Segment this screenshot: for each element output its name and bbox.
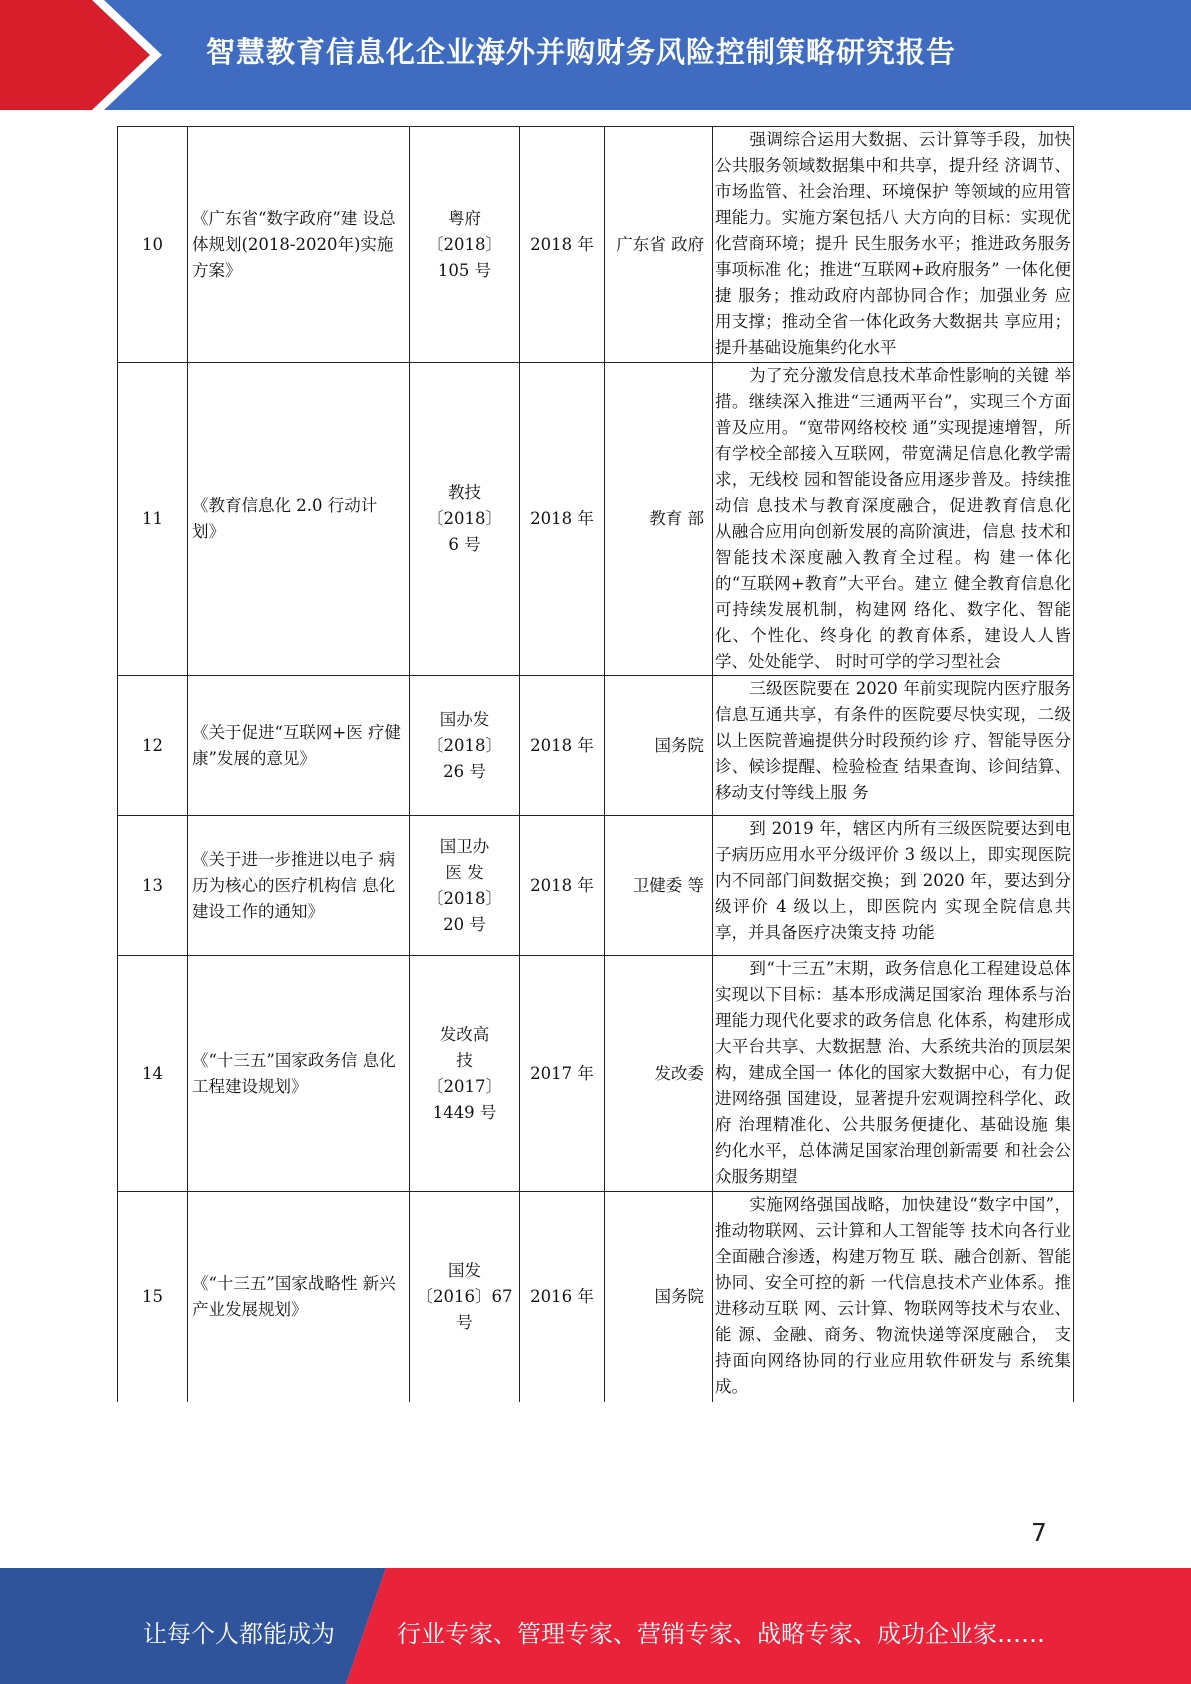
issuing-organization: 发改委	[605, 956, 713, 1192]
page-footer	[0, 1568, 1191, 1684]
document-number-line: 105 号	[437, 260, 492, 280]
document-number-line: 1449 号	[432, 1102, 497, 1122]
document-number	[410, 956, 520, 1192]
policy-content	[713, 676, 1074, 816]
document-number-line: 〔2017〕	[427, 1076, 502, 1096]
policy-content-text: 到“十三五”末期，政务信息化工程建设总体实现以下目标：基本形成满足国家治 理体系与治理能力现代化要求的政务信息 化体系，构建形成大平台共享、大数据慧 治、大系统共治的顶层架构，建成全国一 体化的国家大数据中心，有力促进网络强 国建设，显著提升宏观调控科学化、政府 治理精准化、公共服务便捷化、基础设施 集约化水平，总体满足国家治理创新需要 和社会公众服务期望	[715, 959, 1071, 1186]
footer-slogan-left: 让每个人都能成为	[143, 1620, 335, 1648]
row-number: 12	[118, 676, 188, 816]
table-row	[118, 956, 1074, 1192]
document-number-line: 粤府	[448, 208, 481, 228]
row-number: 13	[118, 816, 188, 956]
table-row	[118, 127, 1074, 363]
issuing-organization: 国务院	[605, 676, 713, 816]
document-number-line: 〔2018〕	[427, 509, 502, 528]
document-number-line: 号	[456, 1312, 473, 1332]
policy-content	[713, 127, 1074, 363]
document-number-line: 〔2018〕	[427, 888, 502, 908]
document-number-line: 〔2018〕	[427, 735, 502, 755]
footer-slogan-right: 行业专家、管理专家、营销专家、战略专家、成功企业家……	[397, 1620, 1045, 1648]
document-number-line: 26 号	[443, 761, 486, 781]
document-number	[410, 816, 520, 956]
document-number	[410, 127, 520, 363]
document-number	[410, 1192, 520, 1402]
table-row	[118, 1192, 1074, 1402]
row-number: 10	[118, 127, 188, 363]
document-number-line: 国办发	[439, 709, 490, 729]
document-number-line: 技	[456, 1050, 473, 1070]
row-number: 14	[118, 956, 188, 1192]
document-name: 《关于进一步推进以电子 病历为核心的医疗机构信 息化建设工作的通知》	[188, 816, 410, 956]
document-number-line: 教技	[448, 483, 481, 502]
document-number-line: 发改高	[439, 1024, 490, 1044]
policy-content-text: 到 2019 年，辖区内所有三级医院要达到电 子病历应用水平分级评价 3 级以上，即实现医院内不同部门间数据交换；到 2020 年，要达到分级评价 4 级以上，即医院内 实现全院信息共享，并具备医疗决策支持 功能	[715, 819, 1071, 942]
policy-content	[713, 363, 1074, 676]
issue-year: 2018 年	[520, 676, 605, 816]
issuing-organization: 卫健委 等	[605, 816, 713, 956]
policy-content	[713, 956, 1074, 1192]
row-number: 15	[118, 1192, 188, 1402]
issuing-organization: 广东省 政府	[605, 127, 713, 363]
issue-year: 2018 年	[520, 363, 605, 676]
document-name: 《教育信息化 2.0 行动计 划》	[188, 363, 410, 676]
document-name: 《关于促进“互联网+医 疗健康”发展的意见》	[188, 676, 410, 816]
document-name: 《广东省“数字政府”建 设总体规划(2018-2020年)实施方案》	[188, 127, 410, 363]
document-number-line: 〔2018〕	[427, 234, 502, 254]
policy-content	[713, 816, 1074, 956]
document-number-line: 国卫办	[439, 836, 490, 856]
issue-year: 2017 年	[520, 956, 605, 1192]
table-row	[118, 363, 1074, 676]
document-name: 《“十三五”国家政务信 息化工程建设规划》	[188, 956, 410, 1192]
document-number	[410, 363, 520, 676]
issuing-organization: 教育 部	[605, 363, 713, 676]
policy-content	[713, 1192, 1074, 1402]
page-number: 7	[1031, 1518, 1047, 1547]
issue-year: 2016 年	[520, 1192, 605, 1402]
page-header	[0, 0, 1191, 110]
document-number-line: 6 号	[448, 535, 481, 554]
document-number-line: 20 号	[443, 914, 486, 934]
document-number-line: 〔2016〕67	[416, 1286, 513, 1306]
policy-content-text: 为了充分激发信息技术革命性影响的关键 举措。继续深入推进“三通两平台”，实现三个方面普及应用。“宽带网络校校 通”实现提速增智，所有学校全部接入互联网，带宽满足信息化教学需求，无线校 园和智能设备应用逐步普及。持续推动信 息技术与教育深度融合，促进教育信息化 从融合应用向创新发展的高阶演进，信息 技术和智能技术深度融入教育全过程。构 建一体化的“互联网+教育”大平台。建立 健全教育信息化可持续发展机制，构建网 络化、数字化、智能化、个性化、终身化 的教育体系，建设人人皆学、处处能学、 时时可学的学习型社会	[715, 366, 1071, 671]
document-number	[410, 676, 520, 816]
document-name: 《“十三五”国家战略性 新兴产业发展规划》	[188, 1192, 410, 1402]
table-row	[118, 676, 1074, 816]
policy-content-text: 三级医院要在 2020 年前实现院内医疗服务 信息互通共享，有条件的医院要尽快实现，二级以上医院普遍提供分时段预约诊 疗、智能导医分诊、候诊提醒、检验检查 结果查询、诊间结算、移动支付等线上服 务	[715, 679, 1071, 802]
issue-year: 2018 年	[520, 127, 605, 363]
document-number-line: 国发	[448, 1260, 481, 1280]
policy-table	[117, 126, 1074, 1402]
policy-content-text: 强调综合运用大数据、云计算等手段，加快公共服务领域数据集中和共享，提升经 济调节、市场监管、社会治理、环境保护 等领域的应用管理能力。实施方案包括八 大方向的目标：实现优化营商环境；提升 民生服务水平；推进政务服务事项标准 化；推进“互联网+政府服务” 一体化便捷 服务；推动政府内部协同合作；加强业务 应用支撑；推动全省一体化政务大数据共 享应用；提升基础设施集约化水平	[715, 130, 1071, 357]
document-number-line: 医 发	[445, 862, 484, 882]
row-number: 11	[118, 363, 188, 676]
issuing-organization: 国务院	[605, 1192, 713, 1402]
table-row	[118, 816, 1074, 956]
issue-year: 2018 年	[520, 816, 605, 956]
report-title: 智慧教育信息化企业海外并购财务风险控制策略研究报告	[206, 35, 957, 69]
policy-content-text: 实施网络强国战略，加快建设“数字中国”，推动物联网、云计算和人工智能等 技术向各行业全面融合渗透，构建万物互 联、融合创新、智能协同、安全可控的新 一代信息技术产业体系。推进移动互联 网、云计算、物联网等技术与农业、能 源、金融、商务、物流快递等深度融合， 支持面向网络协同的行业应用软件研发与 系统集成。	[715, 1195, 1071, 1396]
